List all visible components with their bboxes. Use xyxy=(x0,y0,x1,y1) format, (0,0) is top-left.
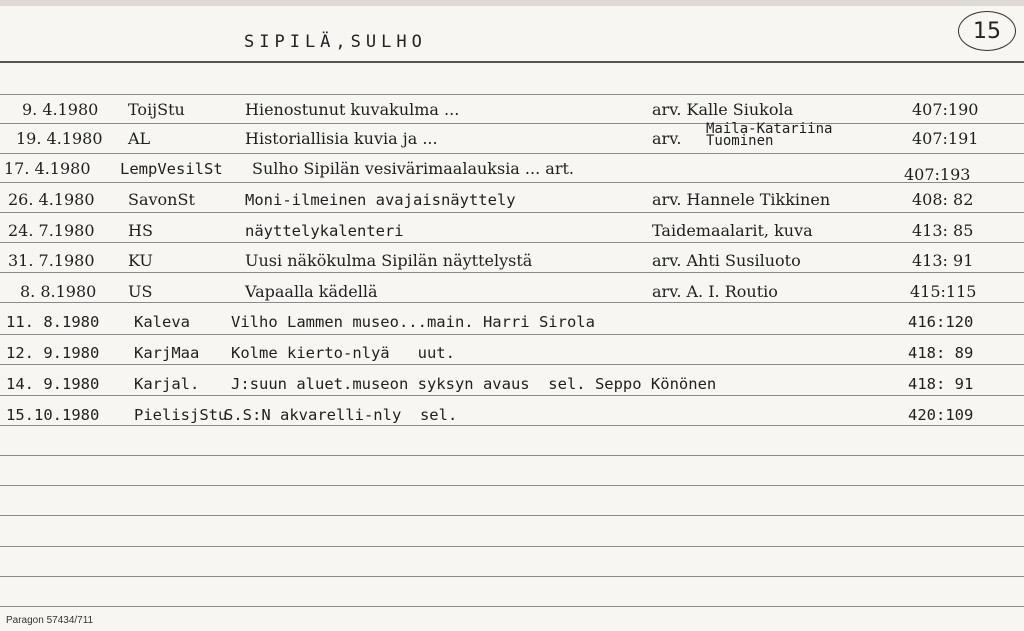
card-number-circle: 15 xyxy=(958,11,1016,51)
rule xyxy=(0,212,1024,213)
entry-row xyxy=(0,279,1024,303)
entry-ref: 407:190 xyxy=(912,100,979,119)
entry-source: KarjMaa xyxy=(134,344,200,362)
rule xyxy=(0,153,1024,154)
rule xyxy=(0,395,1024,396)
rule xyxy=(0,576,1024,577)
entry-title: J:suun aluet.museon syksyn avaus sel. Seppo Könönen xyxy=(231,375,717,393)
entry-date: 26. 4.1980 xyxy=(8,190,95,209)
entry-row xyxy=(0,371,1024,395)
entry-note-prefix: arv. xyxy=(652,129,682,148)
entry-date: 14. 9.1980 xyxy=(6,375,100,393)
entry-source: HS xyxy=(128,221,153,240)
rule xyxy=(0,485,1024,486)
entry-ref: 420:109 xyxy=(908,406,974,424)
entry-source: Karjal. xyxy=(134,375,200,393)
rule xyxy=(0,364,1024,365)
entry-row xyxy=(0,402,1024,426)
entry-date: 15.10.1980 xyxy=(6,406,100,424)
entry-source: PielisjStu xyxy=(134,406,228,424)
entry-ref: 413: 85 xyxy=(912,221,974,240)
entry-title: Uusi näkökulma Sipilän näyttelystä xyxy=(245,251,533,270)
entry-ref: 408: 82 xyxy=(912,190,974,209)
entry-note: arv. Ahti Susiluoto xyxy=(652,251,801,270)
entry-row xyxy=(0,340,1024,364)
entry-note-line1: Maila-Katariina xyxy=(706,121,833,137)
entry-ref: 413: 91 xyxy=(912,251,974,270)
entry-title: Moni-ilmeinen avajaisnäyttely xyxy=(245,191,516,209)
entry-source: KU xyxy=(128,251,153,270)
card-top-edge xyxy=(0,0,1024,6)
entry-title: näyttelykalenteri xyxy=(245,222,404,240)
entry-title: S.S:N akvarelli-nly sel. xyxy=(224,406,458,424)
rule xyxy=(0,182,1024,183)
entry-title: Vapaalla kädellä xyxy=(245,282,378,301)
entry-title: Vilho Lammen museo...main. Harri Sirola xyxy=(231,313,595,331)
entry-source: Kaleva xyxy=(134,313,190,331)
entry-source: LempVesilSt xyxy=(120,160,223,178)
entry-title: Historiallisia kuvia ja ... xyxy=(245,129,438,148)
entry-ref: 418: 89 xyxy=(908,344,974,362)
rule xyxy=(0,546,1024,547)
rule xyxy=(0,242,1024,243)
entry-date: 24. 7.1980 xyxy=(8,221,95,240)
entry-date: 12. 9.1980 xyxy=(6,344,100,362)
entry-date: 19. 4.1980 xyxy=(16,129,103,148)
entry-ref: 418: 91 xyxy=(908,375,974,393)
entry-ref: 415:115 xyxy=(910,282,977,301)
header-rule xyxy=(0,61,1024,63)
entry-row xyxy=(0,187,1024,211)
entry-row xyxy=(0,248,1024,272)
entry-date: 11. 8.1980 xyxy=(6,313,100,331)
card-title: SIPILÄ,SULHO xyxy=(244,32,427,52)
rule xyxy=(0,272,1024,273)
rule xyxy=(0,455,1024,456)
entry-title: Hienostunut kuvakulma ... xyxy=(245,100,460,119)
entry-source: AL xyxy=(128,129,151,148)
entry-date: 9. 4.1980 xyxy=(22,100,99,119)
entry-date: 8. 8.1980 xyxy=(20,282,97,301)
entry-row xyxy=(0,97,1024,121)
entry-note: Taidemaalarit, kuva xyxy=(652,221,813,240)
entry-ref: 416:120 xyxy=(908,313,974,331)
entry-date: 31. 7.1980 xyxy=(8,251,95,270)
entry-source: SavonSt xyxy=(128,190,195,209)
entry-note: arv. Hannele Tikkinen xyxy=(652,190,831,209)
entry-note: arv. A. I. Routio xyxy=(652,282,778,301)
entry-row xyxy=(0,218,1024,242)
entry-note: arv. Kalle Siukola xyxy=(652,100,794,119)
entry-source: US xyxy=(128,282,153,301)
entry-date: 17. 4.1980 xyxy=(4,159,91,178)
entry-row xyxy=(0,121,1024,150)
entry-title: Sulho Sipilän vesivärimaalauksia ... art. xyxy=(252,159,574,178)
entry-ref: 407:191 xyxy=(912,129,979,148)
entry-ref: 407:193 xyxy=(904,165,971,184)
rule xyxy=(0,515,1024,516)
entry-row xyxy=(0,156,1024,184)
entry-note-line2: Tuominen xyxy=(706,133,774,149)
entry-source: ToijStu xyxy=(128,100,185,119)
rule xyxy=(0,334,1024,335)
rule xyxy=(0,123,1024,124)
rule xyxy=(0,606,1024,607)
entry-title: Kolme kierto-nlyä uut. xyxy=(231,344,455,362)
entry-row xyxy=(0,309,1024,333)
rule xyxy=(0,94,1024,95)
printer-mark: Paragon 57434/711 xyxy=(6,615,94,626)
